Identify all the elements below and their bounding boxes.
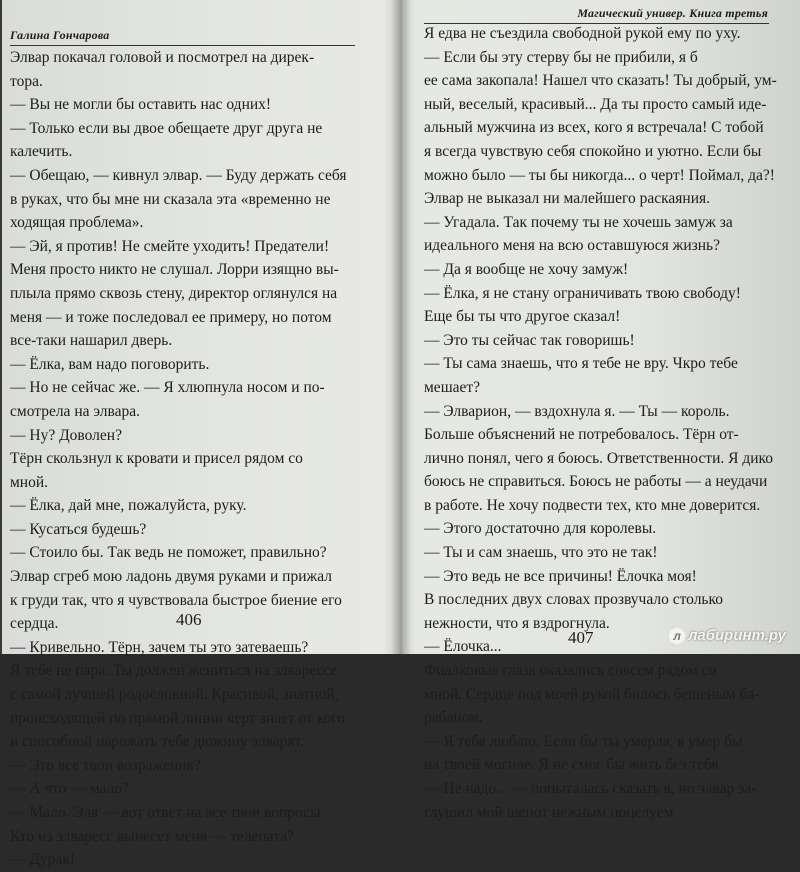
text-line: и способной нарожать тебе дюжину элварят. [10, 733, 304, 751]
site-watermark [669, 627, 786, 644]
text-line: — Вы не могли бы оставить нас одних! [10, 96, 272, 114]
text-line: — Ёлка, дай мне, пожалуйста, руку. [10, 497, 247, 515]
text-line: на твоей могиле. Я не смог бы жить без тебя. [424, 756, 723, 774]
text-line: — Эй, я против! Не смейте уходить! Предатели! [10, 237, 330, 255]
text-line: — Если бы эту стерву бы не прибили, я б [424, 48, 698, 66]
text-line: — Обещаю, — кивнул элвар. — Буду держать себя [10, 166, 347, 184]
right-page-text [424, 22, 779, 824]
text-line: — Да я вообще не хочу замуж! [424, 260, 629, 278]
text-line: — Ёлка, вам надо поговорить. [10, 355, 210, 373]
right-page [402, 0, 800, 821]
right-running-header: Магический универ. Книга третья [577, 6, 768, 20]
text-line: Кто из элваресс вынесет меня — телепата? [10, 827, 295, 845]
text-line: — Кривельно. Тёрн, зачем ты это затеваешь? [10, 638, 309, 656]
text-line: тора. [10, 72, 43, 90]
text-line: в работе. Не хочу подвести тех, кто мне доверится. [424, 496, 761, 514]
text-line: к груди так, что я чувствовала быстрое биение его [10, 591, 342, 609]
text-line: — Элварион, — вздохнула я. — Ты — король. [424, 402, 730, 420]
text-line: — А что — мало? [10, 780, 129, 798]
text-line: — Этого достаточно для королевы. [424, 520, 657, 538]
text-line: Элвар не выказал ни малейшего раскаяния. [424, 190, 711, 208]
text-line: Тёрн скользнул к кровати и присел рядом со [10, 450, 303, 468]
text-line: альный мужчина из всех, кого я встречала! С тобой [424, 119, 764, 137]
text-line: — Ну? Доволен? [10, 426, 122, 444]
text-line: лично понял, чего я боюсь. Ответственности. Я дико [424, 449, 773, 467]
text-line: — Ты и сам знаешь, что это не так! [424, 544, 658, 562]
text-line: меня — и тоже последовал ее примеру, но потом [10, 308, 332, 326]
left-running-header: Галина Гончарова [10, 28, 110, 42]
text-line: все-таки нашарил дверь. [10, 332, 173, 350]
text-line: Еще бы ты что другое сказал! [424, 308, 621, 326]
text-line: Я едва не съездила свободной рукой ему по уху. [424, 25, 741, 42]
text-line: — Это ведь не все причины! Ёлочка моя! [424, 567, 697, 585]
text-line: — Мало. Эля — вот ответ на все твои вопросы. [10, 804, 325, 821]
text-line: — Кусаться будешь? [10, 520, 147, 538]
text-line: рабаном. [424, 709, 483, 727]
text-line: плыла прямо сквозь стену, директор оглянулся на [10, 284, 338, 302]
text-line: нежности, что я вздрогнула. [424, 614, 610, 632]
text-line: мной. [10, 473, 49, 491]
text-line: — Ты сама знаешь, что я тебе не вру. Чкро тебе [424, 355, 738, 373]
text-line: Больше объяснений не потребовалось. Тёрн от- [424, 426, 739, 444]
text-line: Меня просто никто не слушал. Лорри изящно вы- [10, 261, 339, 279]
text-line: с самой лучшей родословной. Красивой, знатной, [10, 686, 339, 704]
text-line: — Не надо... — попыталась сказать я, но элвар за- [424, 780, 757, 797]
text-line: я всегда чувствую себя спокойно и уютно. Если бы [424, 142, 762, 160]
text-line: — Ёлка, я не стану ограничивать твою свободу! [424, 284, 741, 302]
text-line: глушил мой шепот нежным поцелуем [424, 803, 674, 821]
text-line: Фиалковые глаза оказались совсем рядом со [424, 662, 717, 680]
text-line: — Это ты сейчас так говоришь! [424, 331, 635, 349]
text-line: в руках, что бы мне ни сказала эта «временно не [10, 190, 331, 208]
text-line: В последних двух словах прозвучало столько [424, 591, 723, 609]
left-page [0, 0, 398, 869]
watermark-text: лабиринт.ру [688, 627, 786, 644]
left-page-text [10, 46, 360, 872]
text-line: — Я тебя люблю. Если бы ты умерла, я умер бы [424, 732, 743, 750]
text-line: калечить. [10, 143, 73, 161]
text-line: можно было — ты бы никогда... о черт! Поймал, да?! [424, 166, 775, 184]
text-line: смотрела на элвара. [10, 402, 140, 420]
text-line: Элвар сгреб мою ладонь двумя руками и прижал [10, 568, 332, 586]
text-line: происходящей по прямой линии черт знает от кого [10, 709, 345, 727]
left-page-number: 406 [176, 610, 202, 629]
text-line: — Стоило бы. Так ведь не поможет, правильно? [10, 544, 327, 562]
text-line: Элвар покачал головой и посмотрел на дирек- [10, 49, 315, 66]
text-line: ный, веселый, красивый... Да ты просто самый иде- [424, 95, 767, 113]
text-line: Я тебе не пара. Ты должен жениться на элварессе [10, 662, 338, 680]
text-line: — Ёлочка... [424, 638, 502, 656]
text-line: боюсь не справиться. Боюсь не работы — а неудачи [424, 473, 768, 491]
text-line: ходящая проблема». [10, 214, 144, 232]
text-line: — Это все твои возражения? [10, 756, 201, 774]
text-line: — Дурак! [10, 851, 76, 869]
labirint-logo-icon: л [669, 628, 685, 644]
right-page-number: 407 [568, 628, 594, 647]
text-line: — Угадала. Так почему ты не хочешь замуж за [424, 213, 733, 231]
text-line: ее сама закопала! Нашел что сказать! Ты добрый, ум- [424, 72, 777, 90]
text-line: идеального меня на всю оставшуюся жизнь? [424, 237, 721, 255]
text-line: сердца. [10, 615, 59, 633]
text-line: мной. Сердце под моей рукой билось бешеным ба- [424, 685, 760, 703]
text-line: мешает? [424, 378, 481, 396]
text-line: — Только если вы двое обещаете друг друга не [10, 119, 323, 137]
text-line: — Но не сейчас же. — Я хлюпнула носом и по- [10, 379, 325, 397]
